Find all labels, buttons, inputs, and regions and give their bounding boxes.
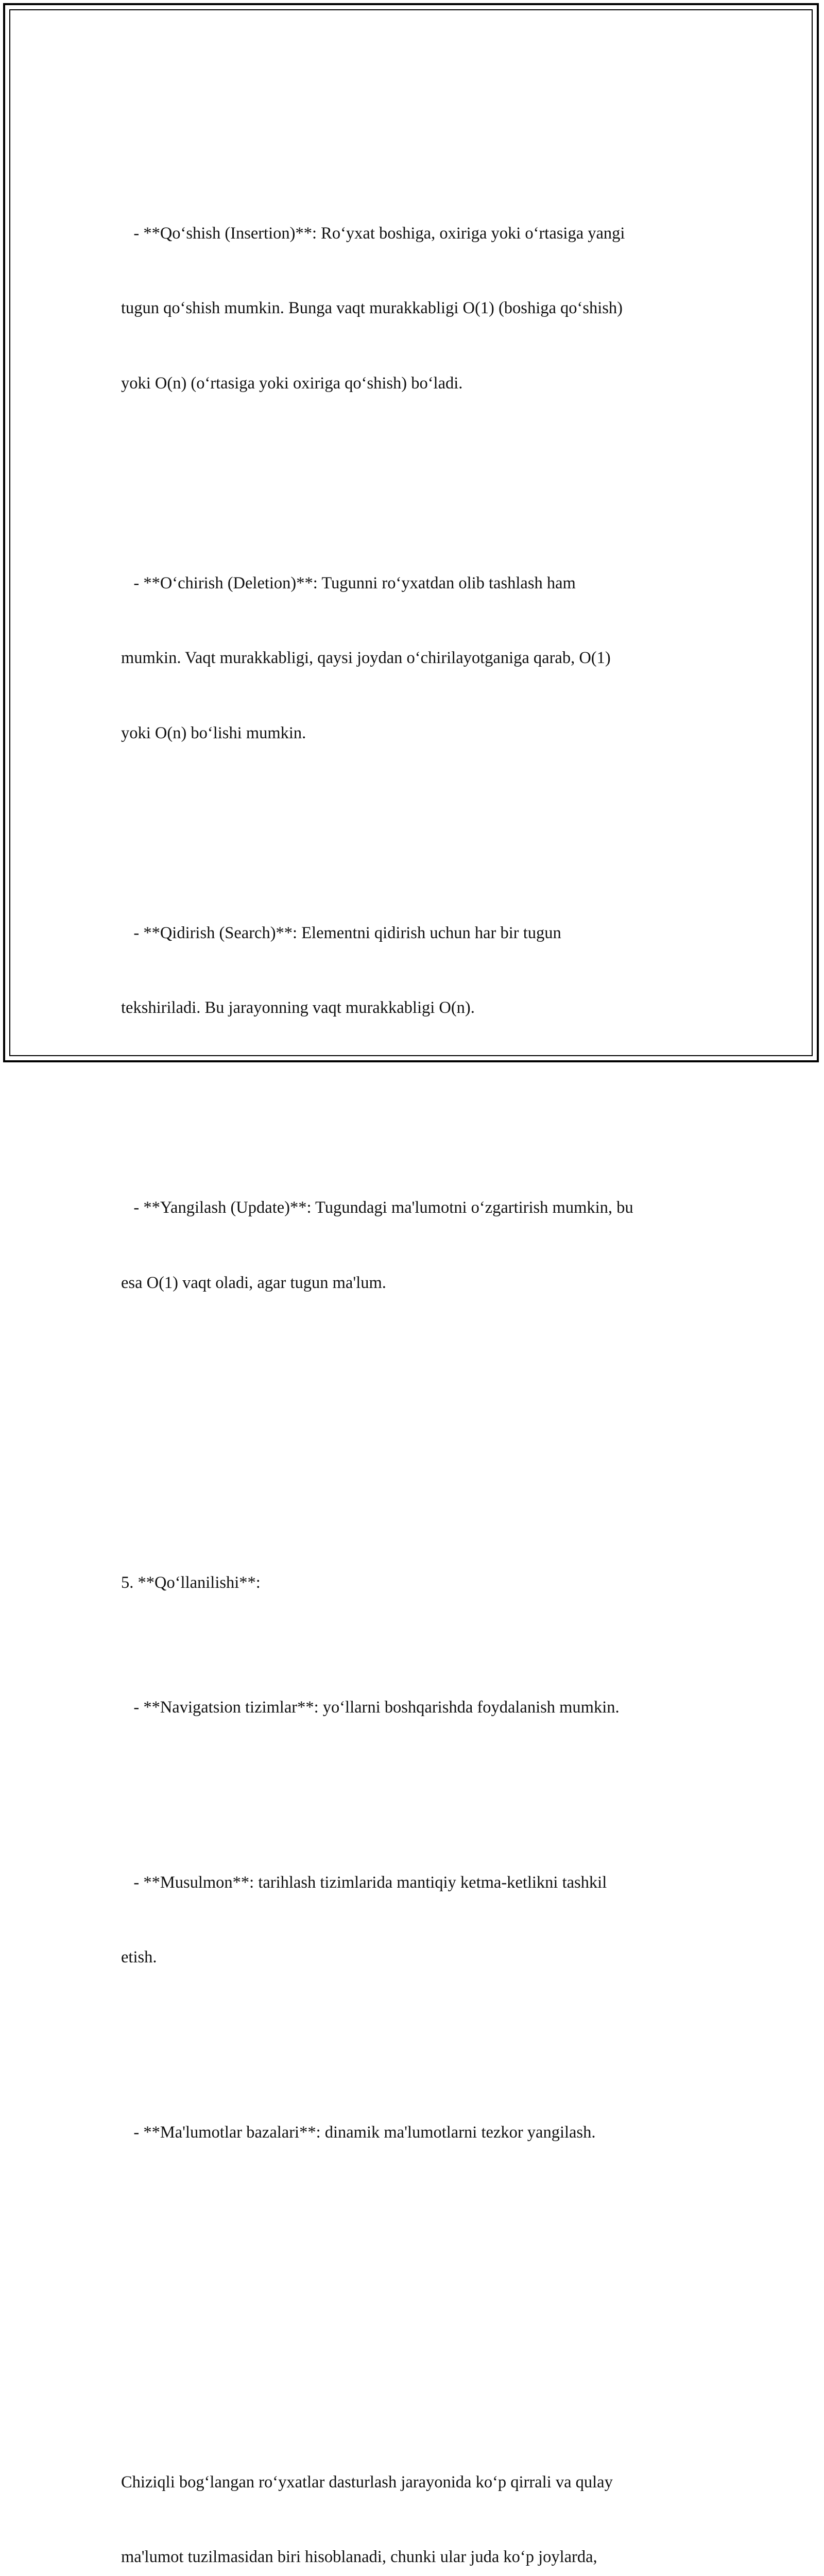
conclusion-paragraph [121,2420,708,2576]
text-line: yoki O(n) bo‘lishi mumkin. [121,721,708,746]
operation-insertion [121,171,708,446]
text-line: tekshiriladi. Bu jarayonning vaqt murakkabligi O(n). [121,995,708,1021]
text-line: Chiziqli bog‘langan ro‘yxatlar dasturlash jarayonida ko‘p qirrali va qulay [121,2470,708,2495]
text-line: yoki O(n) (o‘rtasiga yoki oxiriga qo‘shish) bo‘ladi. [121,371,708,396]
section-heading: 5. **Qo‘llanilishi**: [121,1570,708,1596]
document-body [121,96,708,2576]
applications-section [121,1520,708,2245]
text-line: - **Qidirish (Search)**: Elementni qidirish uchun har bir tugun [121,921,708,946]
text-line: - **Yangilash (Update)**: Tugundagi ma'lumotni o‘zgartirish mumkin, bu [121,1195,708,1221]
text-line: etish. [121,1945,708,1970]
application-item-databases [121,2070,708,2195]
operation-deletion [121,521,708,796]
operation-search [121,871,708,1071]
text-line: - **Qo‘shish (Insertion)**: Ro‘yxat boshiga, oxiriga yoki o‘rtasiga yangi [121,221,708,246]
text-line: tugun qo‘shish mumkin. Bunga vaqt murakkabligi O(1) (boshiga qo‘shish) [121,296,708,321]
operation-update [121,1145,708,1345]
text-line: - **Musulmon**: tarihlash tizimlarida mantiqiy ketma-ketlikni tashkil [121,1870,708,1895]
paragraph-spacer [121,1420,708,1446]
text-line: esa O(1) vaqt oladi, agar tugun ma'lum. [121,1270,708,1296]
text-line: ma'lumot tuzilmasidan biri hisoblanadi, chunki ular juda ko‘p joylarda, [121,2545,708,2570]
text-line: - **Navigatsion tizimlar**: yo‘llarni boshqarishda foydalanish mumkin. [121,1695,708,1720]
text-line: mumkin. Vaqt murakkabligi, qaysi joydan o‘chirilayotganiga qarab, O(1) [121,646,708,671]
text-line: - **O‘chirish (Deletion)**: Tugunni ro‘yxatdan olib tashlash ham [121,571,708,596]
text-line: - **Ma'lumotlar bazalari**: dinamik ma'lumotlarni tezkor yangilash. [121,2120,708,2145]
paragraph-spacer [121,2320,708,2345]
application-item-navigation [121,1645,708,1770]
application-item-musulmon [121,1820,708,2020]
